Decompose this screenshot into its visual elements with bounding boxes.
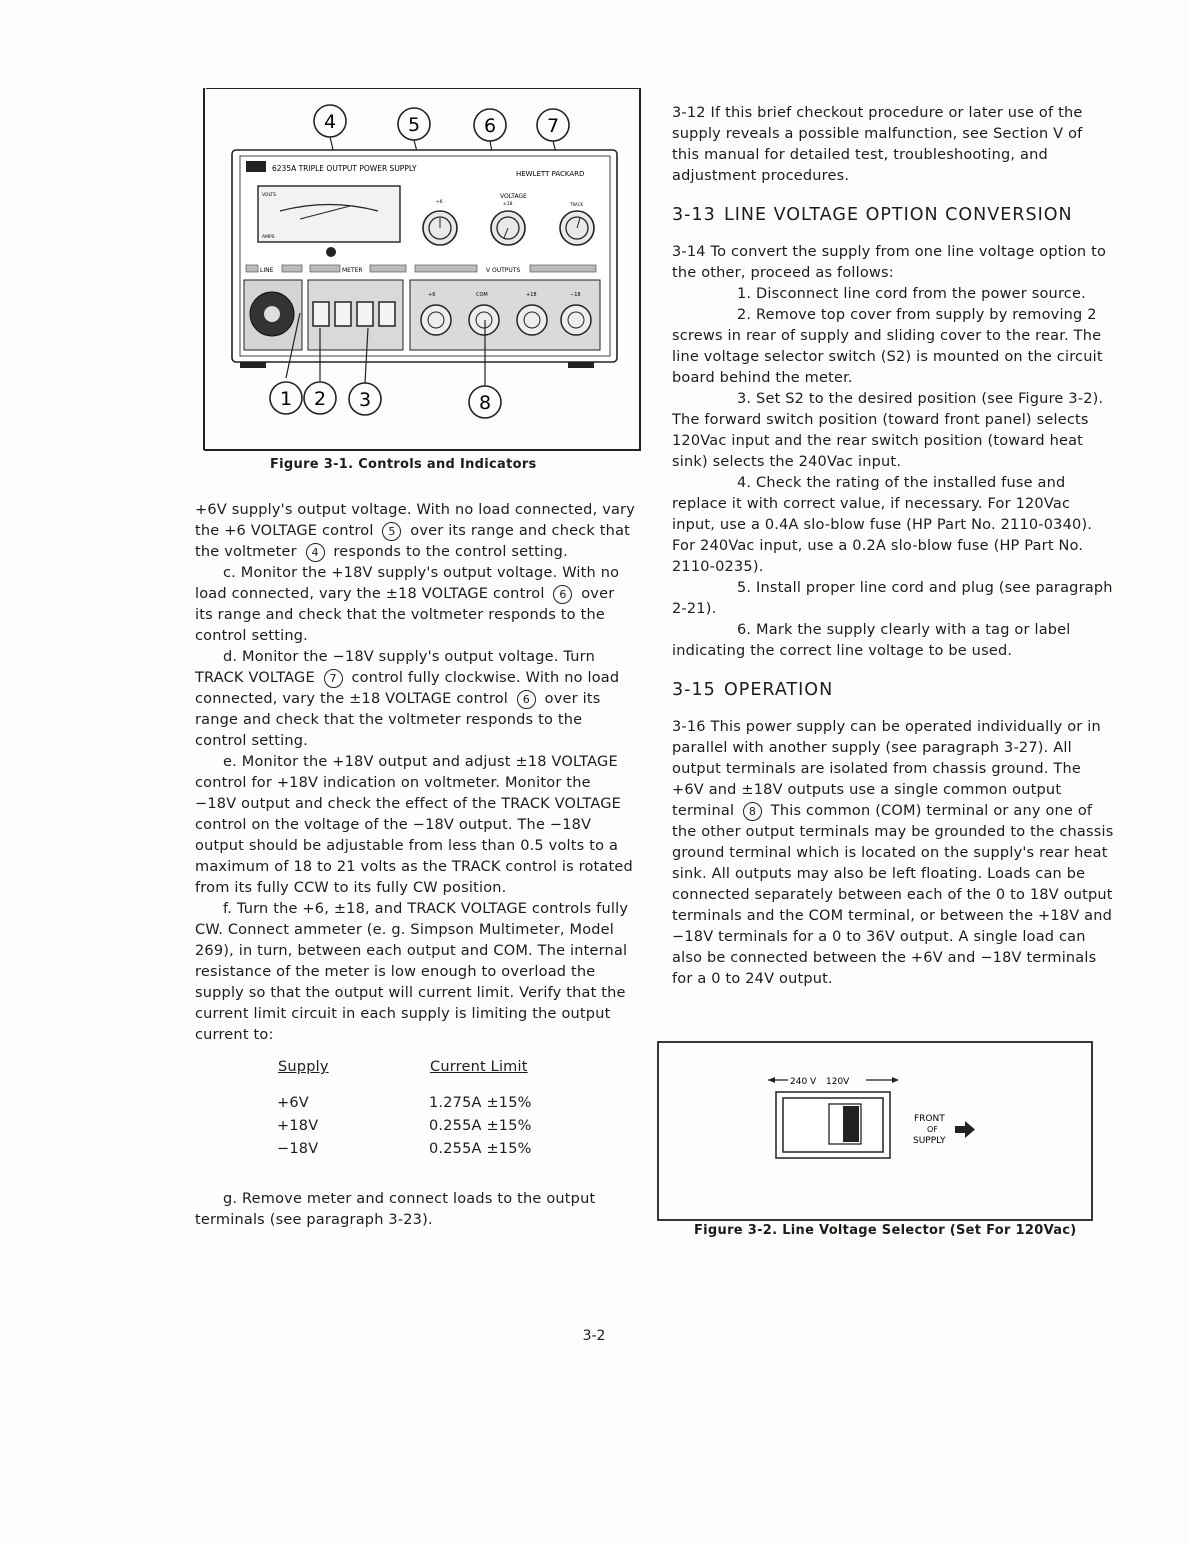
paragraph-3-12: 3-12 If this brief checkout procedure or later use of the supply reveals a possible malfunction, see Section V of this manual for detailed test, troubleshooting, and adjustment procedures. (672, 105, 1083, 184)
svg-text:2: 2 (313, 388, 327, 410)
paragraph-g: g. Remove meter and connect loads to the output terminals (see paragraph 3-23). (195, 1191, 596, 1228)
knob-track-voltage (560, 211, 594, 245)
callout-8-ref: 8 (743, 802, 762, 821)
svg-text:+6: +6 (428, 292, 436, 298)
knob-6v-voltage (423, 211, 457, 245)
arrow-right-icon (955, 1121, 975, 1138)
svg-text:AMPS: AMPS (262, 235, 275, 240)
step-5: 5. Install proper line cord and plug (see paragraph 2-21). (672, 580, 1113, 617)
svg-text:+6: +6 (436, 200, 443, 205)
step-4: 4. Check the rating of the installed fuse and replace it with correct value, if necessary. For 120Vac input, use a 0.4A slo-blow fuse (HP Part No. 2110-0340). For 240Vac input, use a 0.2A slo-blow fuse (HP Part No. 2110-0235). (672, 475, 1093, 575)
section-heading-3-13: 3-13 LINE VOLTAGE OPTION CONVERSION (672, 205, 1073, 225)
current-limit-header: Current Limit (430, 1059, 528, 1075)
svg-text:1: 1 (279, 388, 293, 410)
paragraph-b: +6V supply's output voltage. With no load connected, vary the +6 VOLTAGE control 5 over its range and check that the voltmeter 4 responds to the control setting. (195, 502, 635, 560)
svg-text:HEWLETT PACKARD: HEWLETT PACKARD (516, 170, 585, 178)
right-column (672, 103, 1114, 990)
svg-text:OF: OF (927, 1125, 938, 1134)
table-header (277, 1056, 532, 1092)
svg-text:±18: ±18 (503, 202, 513, 207)
svg-text:VOLTS: VOLTS (262, 193, 277, 198)
svg-text:8: 8 (478, 392, 492, 414)
svg-text:COM: COM (476, 292, 488, 298)
figure-3-2 (656, 1040, 1096, 1224)
current-limit-table (277, 1056, 532, 1161)
svg-text:SUPPLY: SUPPLY (913, 1136, 946, 1146)
paragraph-f: f. Turn the +6, ±18, and TRACK VOLTAGE controls fully CW. Connect ammeter (e. g. Simpson Multimeter, Model 269), in turn, between each output and COM. The internal resistance of the meter is low enough to overload the supply so that the output will current limit. Verify that the current limit circuit in each supply is limiting the output current to: (195, 901, 629, 1043)
section-heading-3-15: 3-15 OPERATION (672, 680, 834, 700)
step-6: 6. Mark the supply clearly with a tag or label indicating the correct line voltage to be used. (672, 622, 1071, 659)
paragraph-c: c. Monitor the +18V supply's output voltage. With no load connected, vary the ±18 VOLTAGE control 6 over its range and check that the voltmeter responds to the control setting. (195, 565, 620, 644)
callout-7 (537, 109, 569, 141)
line-voltage-selector-switch (776, 1092, 890, 1158)
callout-6-ref: 6 (517, 690, 536, 709)
svg-text:FRONT: FRONT (914, 1114, 945, 1124)
table-row: −18V 0.255A ±15% (277, 1141, 532, 1157)
paragraph-d: d. Monitor the −18V supply's output voltage. Turn TRACK VOLTAGE 7 control fully clockwise. With no load connected, vary the ±18 VOLTAGE control 6 over its range and check that the voltmeter responds to the control setting. (195, 649, 620, 749)
page-number: 3-2 (582, 1328, 606, 1344)
svg-text:METER: METER (342, 267, 363, 274)
callout-2 (304, 382, 336, 414)
step-2: 2. Remove top cover from supply by removing 2 screws in rear of supply and sliding cover to the rear. The line voltage selector switch (S2) is mounted on the circuit board behind the meter. (672, 307, 1103, 386)
label-120v: 120V (826, 1077, 850, 1087)
callout-5-ref: 5 (382, 522, 401, 541)
svg-text:LINE: LINE (260, 267, 274, 274)
svg-text:TRACK: TRACK (570, 202, 584, 207)
knob-18v-voltage (491, 211, 525, 245)
svg-text:6: 6 (483, 115, 497, 137)
svg-text:5: 5 (407, 114, 421, 136)
svg-text:VOLTAGE: VOLTAGE (500, 193, 527, 200)
figure-3-1 (200, 88, 645, 453)
supply-header: Supply (278, 1059, 329, 1075)
callout-5 (398, 108, 430, 140)
power-supply-front-panel (232, 150, 617, 368)
step-1: 1. Disconnect line cord from the power source. (737, 286, 1086, 302)
line-switch (250, 292, 294, 336)
svg-text:7: 7 (546, 115, 560, 137)
paragraph-e: e. Monitor the +18V output and adjust ±18 VOLTAGE control for +18V indication on voltmeter. Monitor the −18V output and check the effect of the TRACK VOLTAGE control on the voltage of the −18V output. The −18V output should be adjustable from less than 0.5 volts to a maximum of 18 to 21 volts as the TRACK control is rotated from its fully CCW to its fully CW position. (195, 754, 633, 896)
callout-6 (474, 109, 506, 141)
callout-3 (349, 383, 381, 415)
callout-1 (270, 382, 302, 414)
svg-text:4: 4 (323, 111, 337, 133)
left-column (195, 500, 635, 1231)
svg-text:−18: −18 (570, 292, 581, 298)
paragraph-3-16: 3-16 This power supply can be operated individually or in parallel with another supply (see paragraph 3-27). All output terminals are isolated from chassis ground. The +6V and ±18V outputs use a single common output terminal 8 This common (COM) terminal or any one of the other output terminals may be grounded to the chassis ground terminal which is located on the supply's rear heat sink. All outputs may also be left floating. Loads can be connected separately between each of the 0 to 18V output terminals and the COM terminal, or between the +18V and −18V terminals for a 0 to 36V output. A single load can also be connected between the +6V and −18V terminals for a 0 to 24V output. (672, 719, 1114, 987)
callout-8 (469, 386, 501, 418)
table-row: +18V 0.255A ±15% (277, 1118, 532, 1134)
svg-text:3: 3 (358, 389, 372, 411)
figure-3-1-caption: Figure 3-1. Controls and Indicators (270, 457, 537, 472)
callout-6-ref: 6 (553, 585, 572, 604)
callout-7-ref: 7 (324, 669, 343, 688)
paragraph-3-14: 3-14 To convert the supply from one line voltage option to the other, proceed as follows: (672, 244, 1107, 281)
callout-4 (314, 105, 346, 137)
svg-text:6235A TRIPLE OUTPUT POWER SUPP: 6235A TRIPLE OUTPUT POWER SUPPLY (272, 164, 417, 173)
callout-4-ref: 4 (306, 543, 325, 562)
step-3: 3. Set S2 to the desired position (see Figure 3-2). The forward switch position (toward front panel) selects 120Vac input and the rear switch position (toward heat sink) selects the 240Vac input. (672, 391, 1104, 470)
svg-text:+18: +18 (526, 292, 537, 298)
table-row: +6V 1.275A ±15% (277, 1095, 532, 1111)
svg-text:V OUTPUTS: V OUTPUTS (486, 267, 521, 274)
figure-3-2-caption: Figure 3-2. Line Voltage Selector (Set For 120Vac) (694, 1223, 1077, 1238)
label-240v: 240 V (790, 1077, 817, 1087)
